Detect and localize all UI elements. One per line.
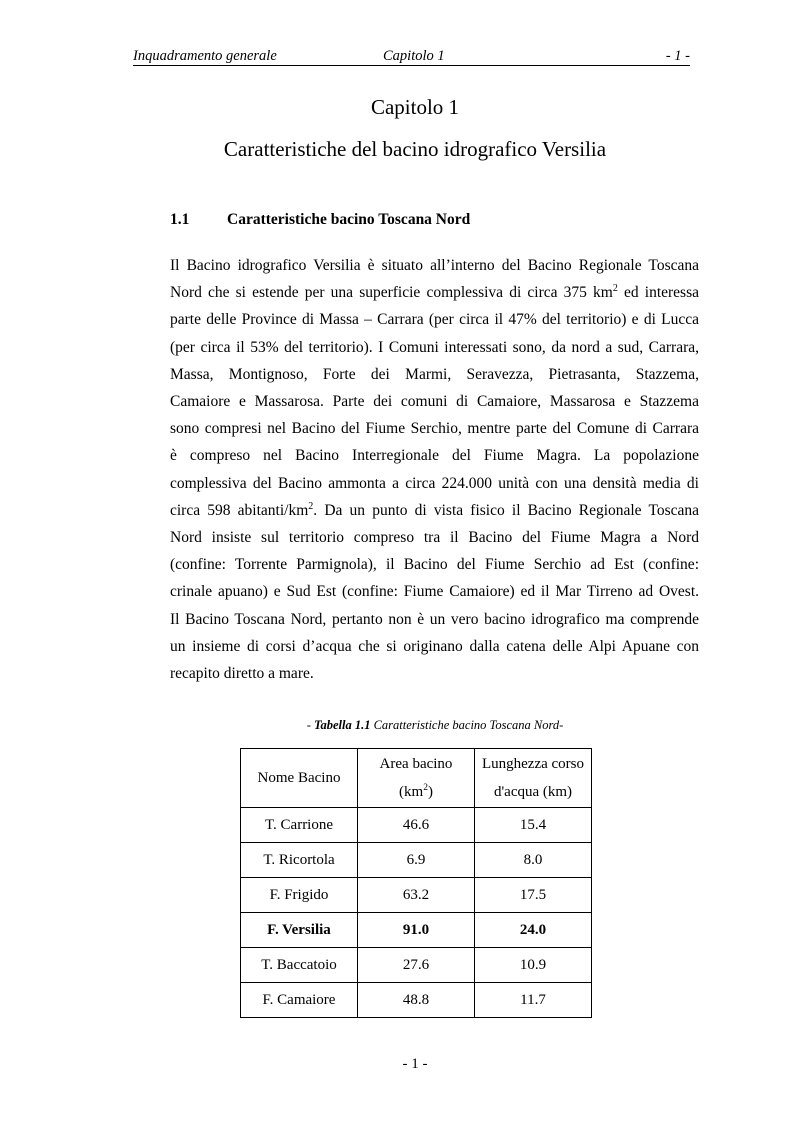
chapter-title: Capitolo 1 [370,95,460,119]
cell-length: 8.0 [475,843,592,878]
paragraph-line: Camaiore e Massarosa. Parte dei comuni di Camaiore, Massarosa e Stazzema [170,393,699,411]
cell-length: 17.5 [475,878,592,913]
cell-area: 63.2 [358,878,475,913]
paragraph-line: recapito diretto a mare. [170,665,314,683]
header-area: Area bacino $(km^2)$ [358,749,475,808]
cell-area: 48.8 [358,983,475,1018]
paragraph-line: complessiva del Bacino ammonta a circa 224.000 unità con una densità media di [170,474,699,492]
paragraph-line: (confine: Torrente Parmignola), il Bacino del Fiume Serchio ad Est (confine: [170,556,699,574]
cell-name: T. Ricortola [241,843,358,878]
table-header-row [241,749,592,808]
superscript: 2 [612,283,618,295]
section-title: Caratteristiche bacino Toscana Nord [227,211,471,228]
paragraph-line: Massa, Montignoso, Forte dei Marmi, Seravezza, Pietrasanta, Stazzema, [170,365,699,383]
table-row [241,948,592,983]
cell-name: T. Baccatoio [241,948,358,983]
table-label: Tabella 1.1 [313,718,371,732]
paragraph-line: è compreso nel Bacino Interregionale del Fiume Magra. La popolazione [170,447,699,465]
table-row [241,878,592,913]
table-caption: - Tabella 1.1 Caratteristiche bacino Toscana Nord- [306,718,564,732]
paragraph-line: sono compresi nel Bacino del Fiume Serchio, mentre parte del Comune di Carrara [170,420,699,438]
cell-length: 11.7 [475,983,592,1018]
chapter-subtitle: Caratteristiche del bacino idrografico Versilia [223,137,607,161]
running-header [133,47,690,66]
table-row-highlighted [241,913,592,948]
paragraph-line: Nord insiste sul territorio compreso tra il Bacino del Fiume Magra a Nord [170,529,699,547]
section-number: 1.1 [170,211,190,228]
cell-area: 91.0 [358,913,475,948]
table-row [241,983,592,1018]
cell-length: 10.9 [475,948,592,983]
header-left: Inquadramento generale [133,48,277,64]
section-heading [170,210,470,230]
cell-area: 27.6 [358,948,475,983]
cell-length: 15.4 [475,808,592,843]
header-page-number: - 1 - [665,48,690,64]
paragraph-line: circa 598 abitanti/$km^2$. Da un punto di vista fisico il Bacino Regionale Toscana [170,500,699,519]
paragraph-line: Il Bacino Toscana Nord, pertanto non è un vero bacino idrografico ma comprende [170,610,699,628]
table-row [241,808,592,843]
basin-table [240,748,592,1018]
cell-area: 46.6 [358,808,475,843]
paragraph-line: un insieme di corsi d’acqua che si originano dalla catena delle Alpi Apuane con [170,637,699,655]
page-footer-number: - 1 - [402,1056,428,1072]
table-row [241,843,592,878]
body-paragraph [170,252,699,687]
paragraph-line: Il Bacino idrografico Versilia è situato all’interno del Bacino Regionale Toscana [170,257,699,274]
header-name: Nome Bacino [241,749,358,808]
paragraph-line: (per circa il 53% del territorio). I Comuni interessati sono, da nord a sud, Carrara, [170,338,699,356]
header-center: Capitolo 1 [383,48,445,64]
paragraph-line: Nord che si estende per una superficie complessiva di circa 375 $km^2$ ed interessa [170,283,699,302]
cell-length: 24.0 [475,913,592,948]
paragraph-line: crinale apuano) e Sud Est (confine: Fiume Camaiore) ed il Mar Tirreno ad Ovest. [170,583,699,601]
header-length: Lunghezza corso d'acqua (km) [475,749,592,808]
cell-name: F. Camaiore [241,983,358,1018]
cell-name: F. Versilia [241,913,358,948]
cell-area: 6.9 [358,843,475,878]
cell-name: F. Frigido [241,878,358,913]
paragraph-line: parte delle Province di Massa – Carrara (per circa il 47% del territorio) e di Lucca [170,311,699,329]
superscript: 2 [308,500,314,512]
cell-name: T. Carrione [241,808,358,843]
